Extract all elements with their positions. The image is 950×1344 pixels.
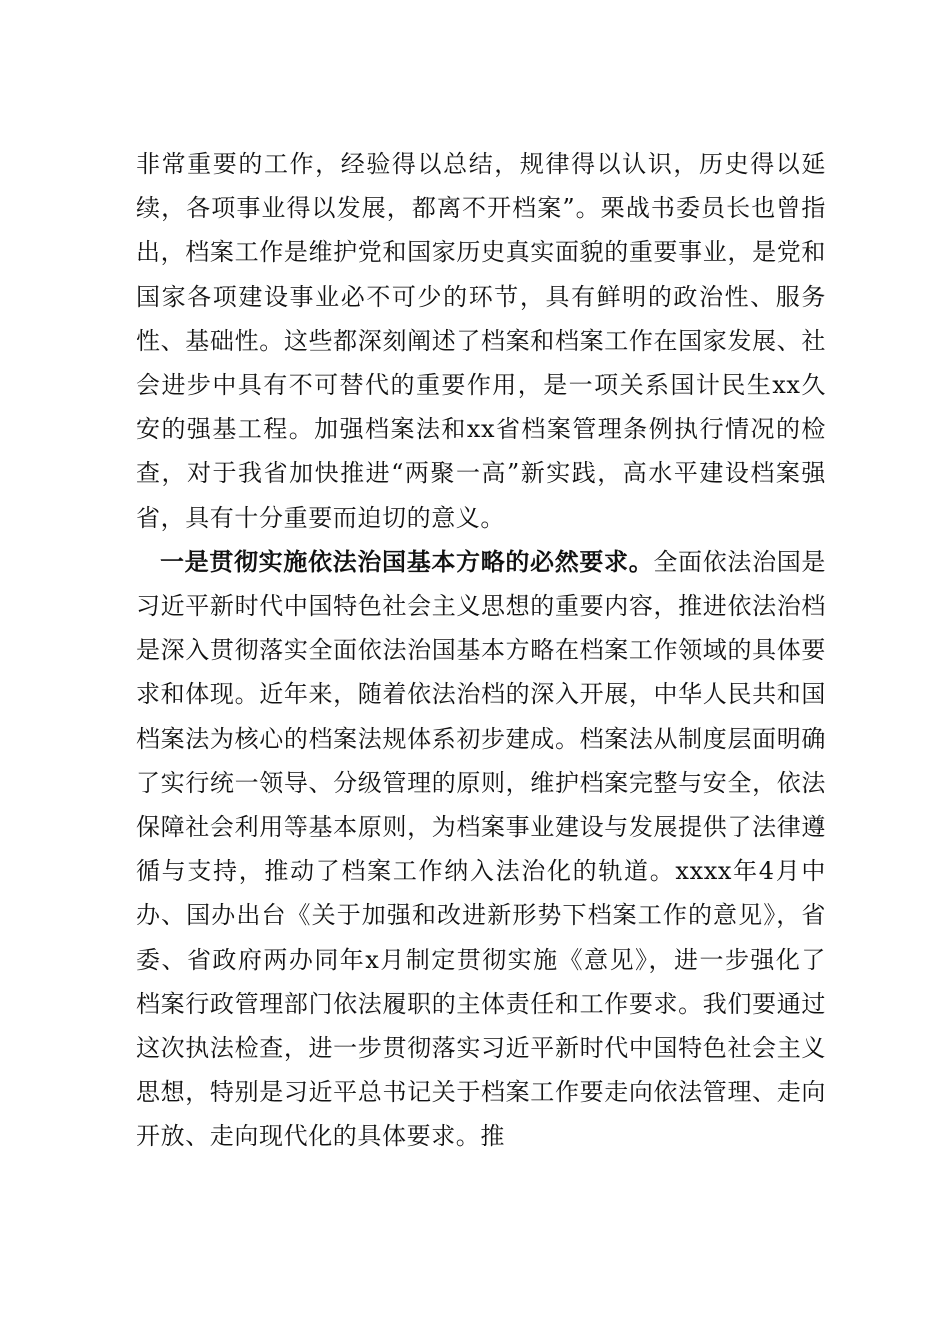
paragraph-lead-heading: 一是贯彻实施依法治国基本方略的必然要求。 <box>160 546 654 576</box>
document-body <box>136 142 826 1159</box>
paragraph-text: 全面依法治国是习近平新时代中国特色社会主义思想的重要内容，推进依法治档是深入贯彻落实全面依法治国基本方略在档案工作领域的具体要求和体现。近年来，随着依法治档的深入开展，中华人民共和国档案法为核心的档案法规体系初步建成。档案法从制度层面明确了实行统一领导、分级管理的原则，维护档案完整与安全，依法保障社会利用等基本原则，为档案事业建设与发展提供了法律遵循与支持，推动了档案工作纳入法治化的轨道。xxxx年4月中办、国办出台《关于加强和改进新形势下档案工作的意见》，省委、省政府两办同年x月制定贯彻实施《意见》，进一步强化了档案行政管理部门依法履职的主体责任和工作要求。我们要通过这次执法检查，进一步贯彻落实习近平新时代中国特色社会主义思想，特别是习近平总书记关于档案工作要走向依法管理、走向开放、走向现代化的具体要求。推 <box>136 547 827 1151</box>
paragraph-point-one <box>136 540 826 1159</box>
paragraph-continuation <box>136 142 826 540</box>
paragraph-text: 非常重要的工作，经验得以总结，规律得以认识，历史得以延续，各项事业得以发展，都离不开档案”。栗战书委员长也曾指出，档案工作是维护党和国家历史真实面貌的重要事业，是党和国家各项建设事业必不可少的环节，具有鲜明的政治性、服务性、基础性。这些都深刻阐述了档案和档案工作在国家发展、社会进步中具有不可替代的重要作用，是一项关系国计民生xx久安的强基工程。加强档案法和xx省档案管理条例执行情况的检查，对于我省加快推进“两聚一高”新实践，高水平建设档案强省，具有十分重要而迫切的意义。 <box>136 150 826 532</box>
